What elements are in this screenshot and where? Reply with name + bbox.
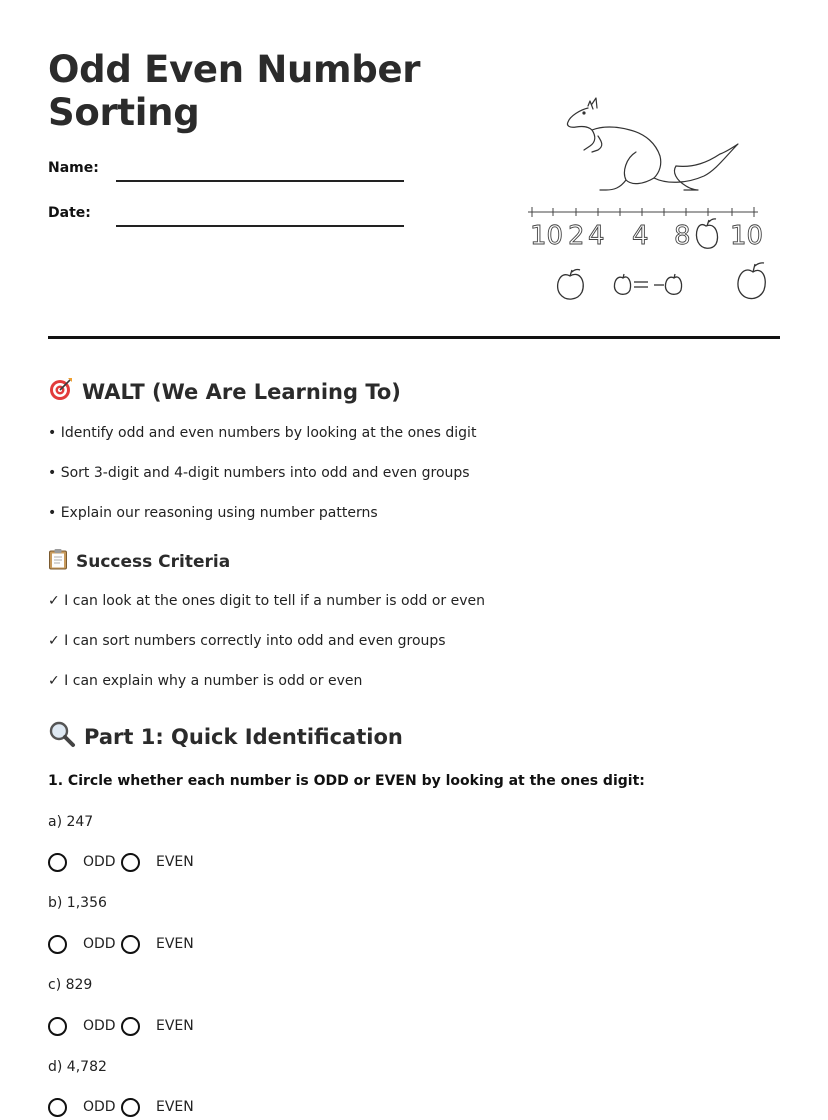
- success-item: ✓ I can explain why a number is odd or even: [48, 673, 363, 689]
- question-choices: [48, 849, 194, 875]
- svg-text:4: 4: [632, 221, 649, 251]
- walt-item: • Sort 3-digit and 4-digit numbers into odd and even groups: [48, 465, 470, 481]
- success-criteria-heading-text: Success Criteria: [76, 551, 231, 572]
- odd-radio[interactable]: [48, 853, 67, 872]
- number-line: [528, 207, 758, 217]
- kangaroo-icon: [567, 98, 738, 190]
- even-radio[interactable]: [121, 1017, 140, 1036]
- svg-text:10: 10: [530, 221, 564, 251]
- walt-item: • Explain our reasoning using number patterns: [48, 505, 378, 521]
- number-line-labels: [530, 221, 763, 251]
- walt-item: • Identify odd and even numbers by looking at the ones digit: [48, 425, 477, 441]
- apples-equation-icon: [558, 263, 766, 299]
- date-label: Date:: [48, 205, 91, 221]
- apple-icon: [696, 219, 717, 248]
- part1-heading: [48, 720, 403, 753]
- odd-label: ODD: [83, 1099, 116, 1115]
- svg-text:10: 10: [730, 221, 764, 251]
- question-label: c) 829: [48, 977, 93, 993]
- question-choices: [48, 931, 194, 957]
- success-item: ✓ I can sort numbers correctly into odd and even groups: [48, 633, 446, 649]
- walt-heading-text: WALT (We Are Learning To): [82, 379, 401, 404]
- question-choices: [48, 1094, 194, 1120]
- name-field[interactable]: [116, 180, 404, 182]
- even-label: EVEN: [156, 1018, 194, 1034]
- odd-label: ODD: [83, 1018, 116, 1034]
- svg-text:2: 2: [568, 221, 585, 251]
- even-radio[interactable]: [121, 1098, 140, 1117]
- question-choices: [48, 1013, 194, 1039]
- odd-radio[interactable]: [48, 1098, 67, 1117]
- odd-label: ODD: [83, 936, 116, 952]
- odd-radio[interactable]: [48, 1017, 67, 1036]
- even-label: EVEN: [156, 936, 194, 952]
- question-label: d) 4,782: [48, 1059, 107, 1075]
- walt-heading: [48, 376, 401, 407]
- odd-label: ODD: [83, 854, 116, 870]
- even-radio[interactable]: [121, 935, 140, 954]
- section-divider: [48, 336, 780, 339]
- clipboard-icon: [48, 548, 68, 575]
- part1-instruction: 1. Circle whether each number is ODD or EVEN by looking at the ones digit:: [48, 773, 645, 789]
- odd-radio[interactable]: [48, 935, 67, 954]
- svg-text:8: 8: [674, 221, 691, 251]
- svg-text:4: 4: [588, 221, 605, 251]
- even-radio[interactable]: [121, 853, 140, 872]
- success-item: ✓ I can look at the ones digit to tell if a number is odd or even: [48, 593, 485, 609]
- magnifying-glass-icon: [48, 720, 76, 753]
- success-criteria-heading: [48, 548, 230, 575]
- even-label: EVEN: [156, 1099, 194, 1115]
- name-label: Name:: [48, 160, 99, 176]
- question-label: a) 247: [48, 814, 94, 830]
- even-label: EVEN: [156, 854, 194, 870]
- target-icon: [48, 376, 74, 407]
- kangaroo-number-line-illustration: [526, 92, 766, 308]
- date-field[interactable]: [116, 225, 404, 227]
- question-label: b) 1,356: [48, 895, 107, 911]
- page-title: Odd Even Number Sorting: [48, 48, 421, 134]
- part1-heading-text: Part 1: Quick Identification: [84, 724, 403, 749]
